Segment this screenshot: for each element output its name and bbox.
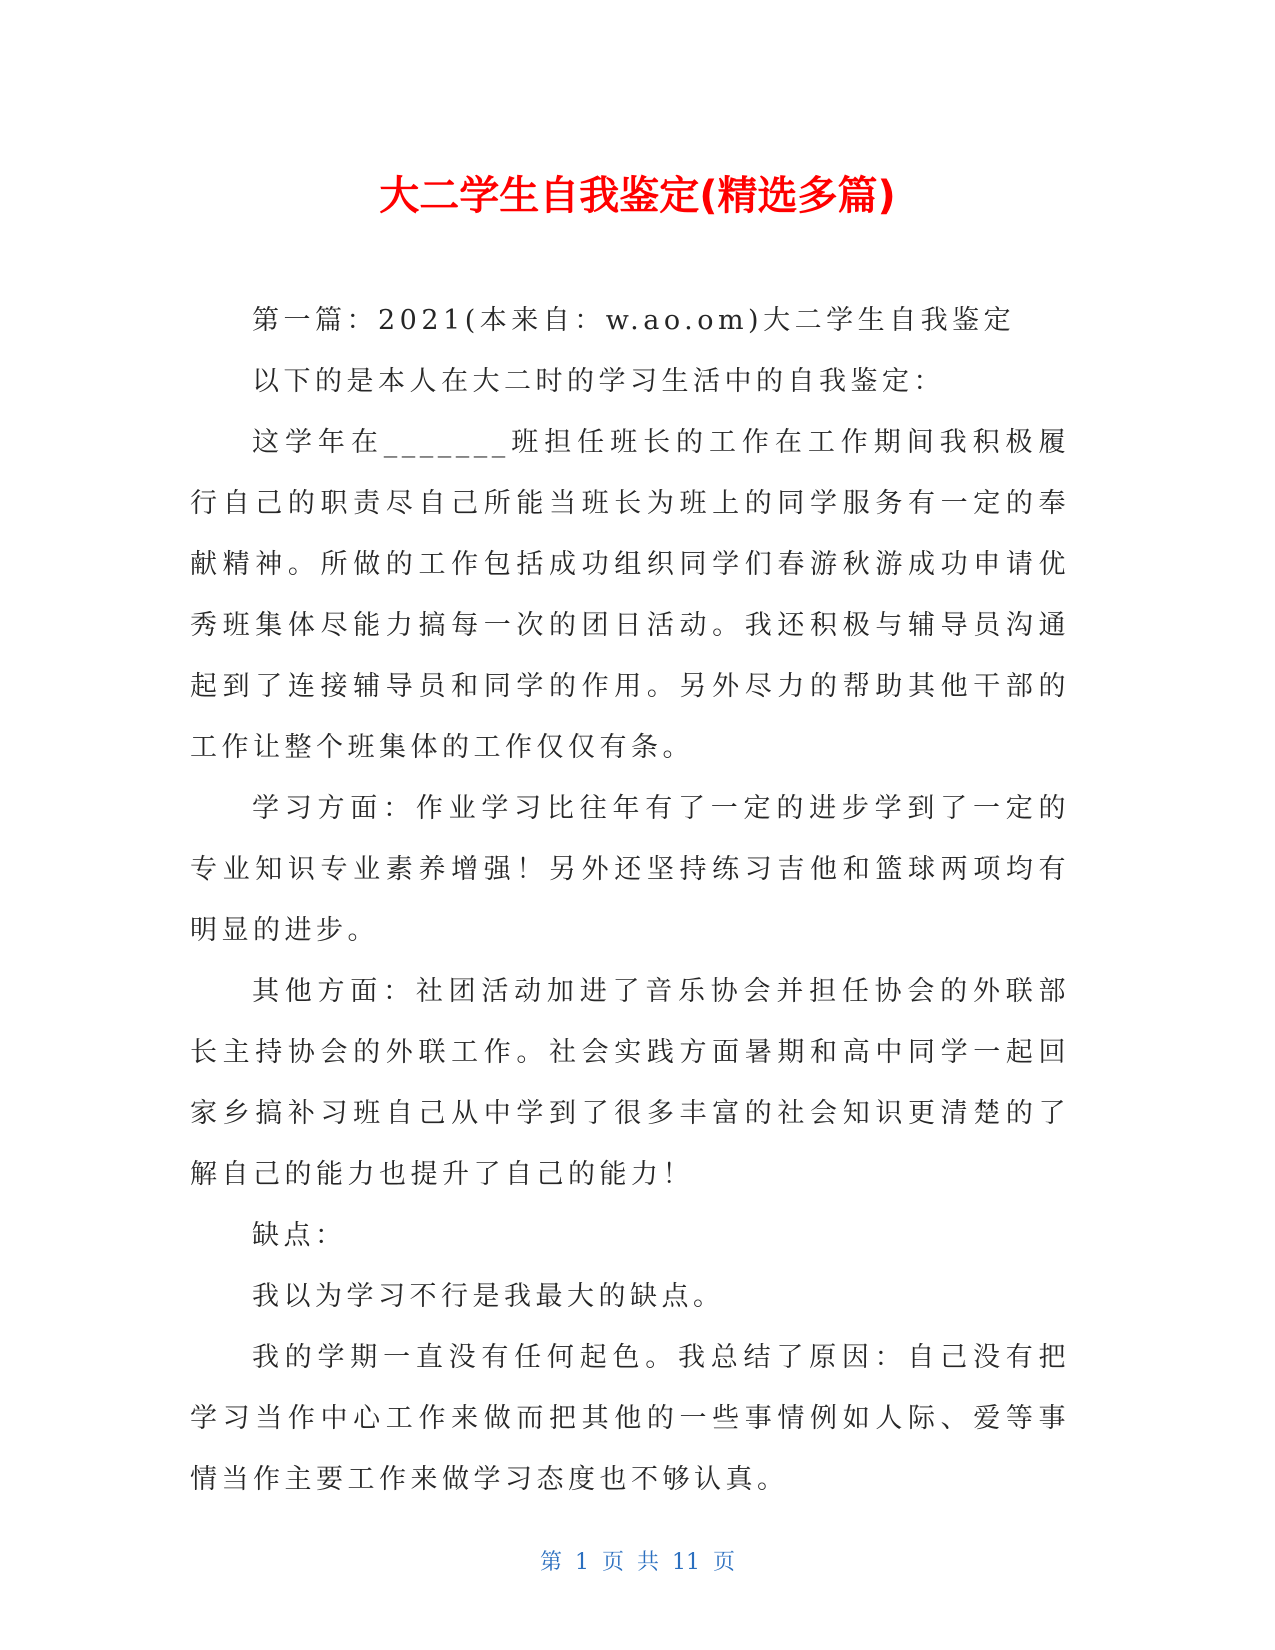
document-body [190, 290, 1070, 1510]
paragraph-study: 学习方面：作业学习比往年有了一定的进步学到了一定的专业知识专业素养增强！另外还坚持练习吉他和篮球两项均有明显的进步。 [190, 793, 1070, 946]
paragraph-intro: 以下的是本人在大二时的学习生活中的自我鉴定： [252, 366, 945, 397]
document-title: 大二学生自我鉴定(精选多篇) [379, 173, 896, 219]
paragraph-class-monitor: 这学年在_______班担任班长的工作在工作期间我积极履行自己的职责尽自己所能当班长为班上的同学服务有一定的奉献精神。所做的工作包括成功组织同学们春游秋游成功申请优秀班集体尽能力搞每一次的团日活动。我还积极与辅导员沟通起到了连接辅导员和同学的作用。另外尽力的帮助其他干部的工作让整个班集体的工作仅仅有条。 [190, 427, 1070, 763]
paragraph-shortcoming-1: 我以为学习不行是我最大的缺点。 [252, 1281, 725, 1312]
paragraph-heading: 第一篇：2021(本来自：w.ao.om)大二学生自我鉴定 [252, 305, 1016, 336]
paragraph-other: 其他方面：社团活动加进了音乐协会并担任协会的外联部长主持协会的外联工作。社会实践方面暑期和高中同学一起回家乡搞补习班自己从中学到了很多丰富的社会知识更清楚的了解自己的能力也提升了自己的能力！ [190, 976, 1070, 1190]
page-number-footer: 第 1 页 共 11 页 [540, 1550, 735, 1575]
paragraph-shortcoming-2: 我的学期一直没有任何起色。我总结了原因：自己没有把学习当作中心工作来做而把其他的一些事情例如人际、爱等事情当作主要工作来做学习态度也不够认真。 [190, 1342, 1070, 1495]
paragraph-shortcomings-label: 缺点： [252, 1220, 347, 1251]
